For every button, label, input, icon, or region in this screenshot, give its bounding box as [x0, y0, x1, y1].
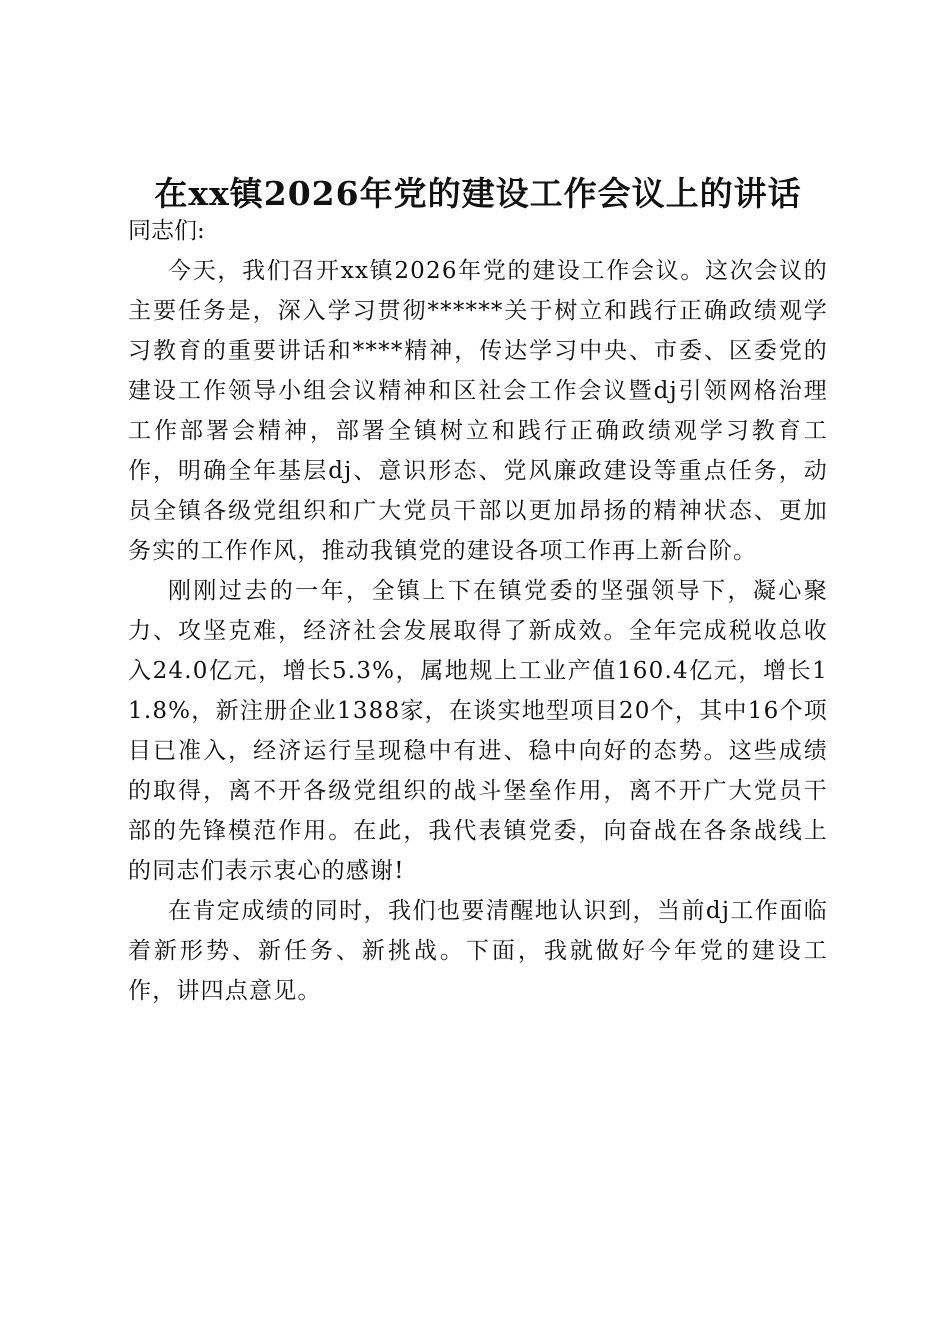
document-page [128, 0, 828, 1344]
document-body [128, 211, 828, 1011]
document-title: 在xx镇2026年党的建设工作会议上的讲话 [154, 174, 802, 213]
paragraph-transition: 在肯定成绩的同时，我们也要清醒地认识到，当前dj工作面临着新形势、新任务、新挑战。下面，我就做好今年党的建设工作，讲四点意见。 [128, 898, 828, 1004]
paragraph-opening: 今天，我们召开xx镇2026年党的建设工作会议。这次会议的主要任务是，深入学习贯彻******关于树立和践行正确政绩观学习教育的重要讲话和****精神，传达学习中央、市委、区委党的建设工作领导小组会议精神和区社会工作会议暨dj引领网格治理工作部署会精神，部署全镇树立和践行正确政绩观学习教育工作，明确全年基层dj、意识形态、党风廉政建设等重点任务，动员全镇各级党组织和广大党员干部以更加昂扬的精神状态、更加务实的工作作风，推动我镇党的建设各项工作再上新台阶。 [128, 258, 828, 564]
salutation: 同志们: [128, 218, 205, 244]
paragraph-achievements: 刚刚过去的一年，全镇上下在镇党委的坚强领导下，凝心聚力、攻坚克难，经济社会发展取得了新成效。全年完成税收总收入24.0亿元，增长5.3%，属地规上工业产值160.4亿元，增长11.8%，新注册企业1388家，在谈实地型项目20个，其中16个项目已准入，经济运行呈现稳中有进、稳中向好的态势。这些成绩的取得，离不开各级党组织的战斗堡垒作用，离不开广大党员干部的先锋模范作用。在此，我代表镇党委，向奋战在各条战线上的同志们表示衷心的感谢! [128, 578, 828, 884]
